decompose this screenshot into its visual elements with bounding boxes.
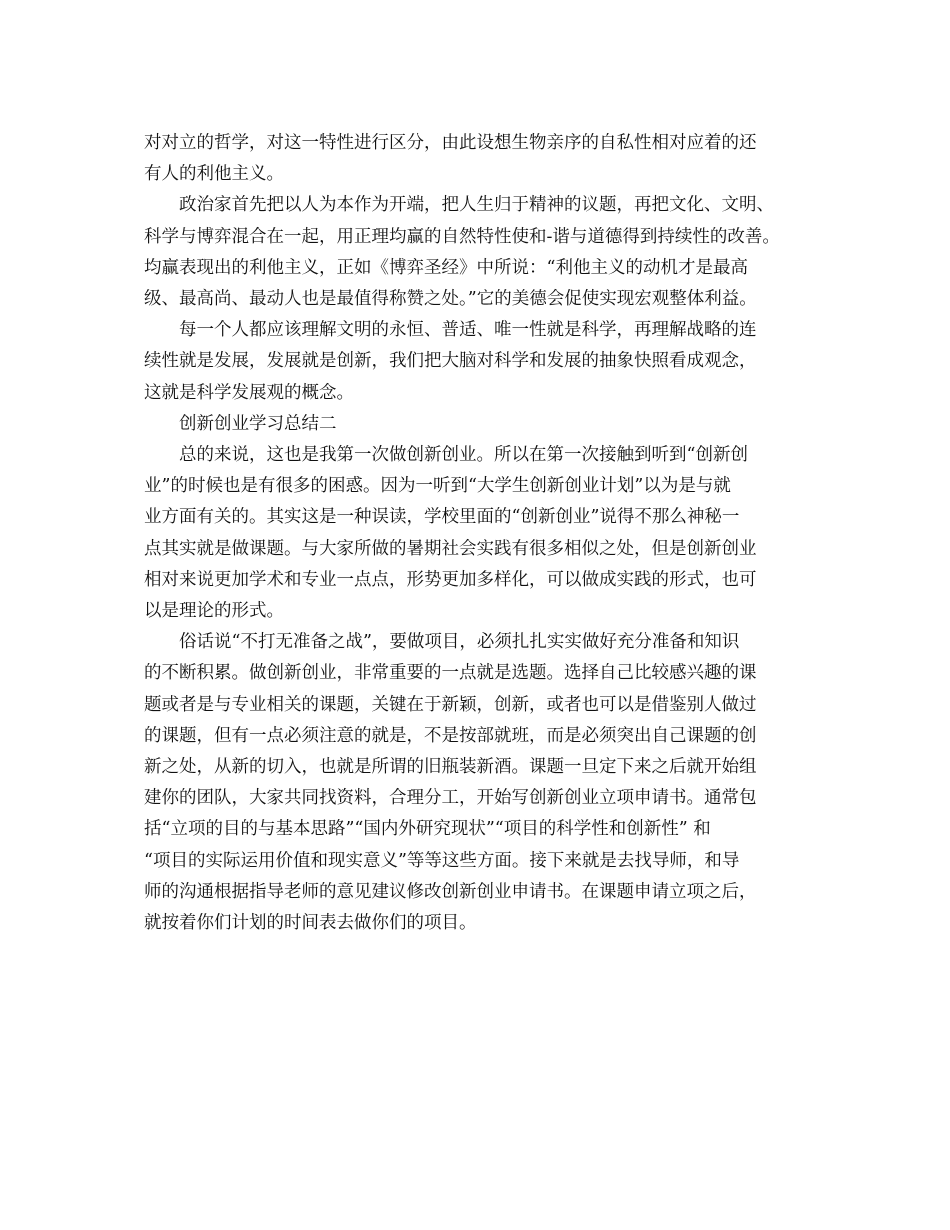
- text-line: 就按着你们计划的时间表去做你们的项目。: [144, 913, 477, 934]
- text-line: 题或者是与专业相关的课题，关键在于新颖，创新，或者也可以是借鉴别人做过: [144, 694, 757, 715]
- text-line: 有人的利他主义。: [144, 164, 284, 185]
- text-line: 点其实就是做课题。与大家所做的暑期社会实践有很多相似之处，但是创新创业: [144, 538, 757, 559]
- text-line: 师的沟通根据指导老师的意见建议修改创新创业申请书。在课题申请立项之后，: [144, 881, 757, 902]
- text-line: 括“立项的目的与基本思路”“国内外研究现状”“项目的科学性和创新性” 和: [144, 819, 711, 840]
- text-line: 续性就是发展，发展就是创新，我们把大脑对科学和发展的抽象快照看成观念，: [144, 351, 757, 372]
- text-line: 建你的团队，大家共同找资料，合理分工，开始写创新创业立项申请书。通常包: [144, 788, 757, 809]
- text-line: 均赢表现出的利他主义，正如《博弈圣经》中所说：“利他主义的动机才是最高: [144, 257, 748, 278]
- text-line: 每一个人都应该理解文明的永恒、普适、唯一性就是科学，再理解战略的连: [179, 320, 757, 341]
- text-line: 对对立的哲学，对这一特性进行区分，由此设想生物亲序的自私性相对应着的还: [144, 133, 757, 153]
- text-line: 创新创业学习总结二: [179, 413, 337, 434]
- document-body: [144, 128, 824, 939]
- text-line: 业方面有关的。其实这是一种误读，学校里面的“创新创业”说得不那么神秘一: [144, 507, 740, 528]
- text-line: 以是理论的形式。: [144, 601, 284, 622]
- text-line: 这就是科学发展观的概念。: [144, 382, 354, 403]
- text-line: 政治家首先把以人为本作为开端，把人生归于精神的议题，再把文化、文明、: [179, 195, 774, 216]
- text-line: 级、最高尚、最动人也是最值得称赞之处。”它的美德会促使实现宏观整体利益。: [144, 289, 757, 310]
- text-line: 业”的时候也是有很多的困惑。因为一听到“大学生创新创业计划”以为是与就: [144, 476, 731, 497]
- text-line: 俗话说“不打无准备之战”，要做项目，必须扎扎实实做好充分准备和知识: [179, 632, 740, 653]
- text-line: 相对来说更加学术和专业一点点，形势更加多样化，可以做成实践的形式，也可: [144, 569, 757, 590]
- text-line: 科学与博弈混合在一起，用正理均赢的自然特性使和-谐与道德得到持续性的改善。: [144, 226, 780, 247]
- text-line: 的不断积累。做创新创业，非常重要的一点就是选题。选择自己比较感兴趣的课: [144, 663, 757, 684]
- text-line: 的课题，但有一点必须注意的就是，不是按部就班，而是必须突出自己课题的创: [144, 725, 757, 746]
- text-line: 总的来说，这也是我第一次做创新创业。所以在第一次接触到听到“创新创: [179, 445, 748, 466]
- text-line: 新之处，从新的切入，也就是所谓的旧瓶装新酒。课题一旦定下来之后就开始组: [144, 757, 757, 778]
- text-line: “项目的实际运用价值和现实意义”等等这些方面。接下来就是去找导师，和导: [144, 850, 740, 871]
